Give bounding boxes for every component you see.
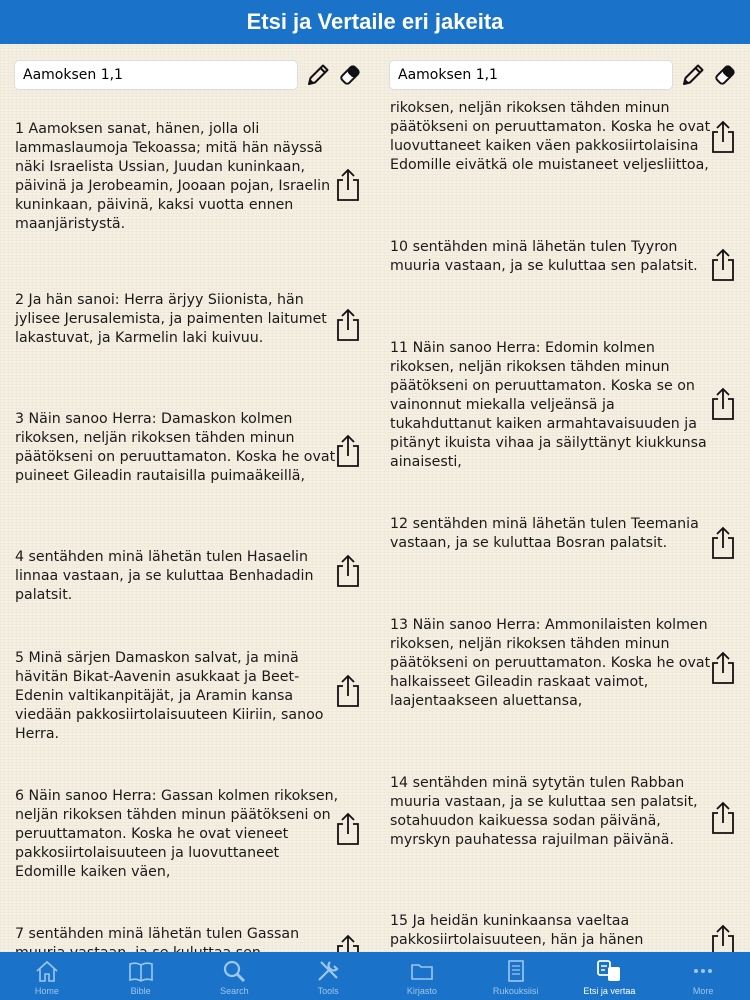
share-button[interactable]	[335, 434, 361, 468]
left-reference-field[interactable]	[14, 60, 298, 90]
share-icon	[710, 651, 736, 685]
verse-text: 15 Ja heidän kuninkaansa vaeltaa pakkosiirtolaisuuteen, hän ja hänen	[390, 913, 644, 948]
share-icon	[335, 554, 361, 588]
verse-text: 14 sentähden minä sytytän tulen Rabban muuria vastaan, ja se kuluttaa sen palatsit, sotahuudon kaikuessa sodan päivänä, myrskyn pauhatessa rajuilman päivänä.	[390, 775, 698, 848]
compare-icon	[596, 958, 622, 984]
share-button[interactable]	[335, 674, 361, 708]
right-verse-list	[375, 100, 750, 952]
tab-rukouksiisi[interactable]	[469, 952, 563, 1000]
share-button[interactable]	[335, 554, 361, 588]
tab-label: Rukouksiisi	[492, 986, 539, 996]
tab-label: Search	[220, 986, 249, 996]
right-edit-button[interactable]	[679, 60, 707, 90]
share-button[interactable]	[710, 120, 736, 154]
share-button[interactable]	[710, 801, 736, 835]
verse-text: 13 Näin sanoo Herra: Ammonilaisten kolmen rikoksen, neljän rikoksen tähden minun päätökseni on peruuttamaton. Koska he ovat halkaisseet Gileadin raskaat vaimot, laajentaakseen aluettansa,	[390, 617, 711, 709]
left-reference-input[interactable]	[23, 67, 289, 83]
verse-text: 2 Ja hän sanoi: Herra ärjyy Siionista, hän jylisee Jerusalemista, ja paimenten laitumet lakastuvat, ja Karmelin laki kuivuu.	[15, 292, 327, 346]
left-erase-button[interactable]	[336, 60, 364, 90]
verse-text: 7 sentähden minä lähetän tulen Gassan	[15, 926, 300, 942]
tab-label: Etsi ja vertaa	[583, 986, 636, 996]
tab-label: Bible	[130, 986, 151, 996]
left-verse-list	[0, 104, 375, 952]
verse-text: 6 Näin sanoo Herra: Gassan kolmen rikoksen, neljän rikoksen tähden minun päätökseni on peruuttamaton. Koska he ovat vieneet pakkosiirtolaisuuteen ja luovuttaneet Edomille kaiken väen,	[15, 788, 339, 880]
right-reference-input[interactable]	[398, 67, 664, 83]
verse-text: 4 sentähden minä lähetän tulen Hasaelin linnaa vastaan, ja se kuluttaa Benhadadin palatsit.	[15, 549, 314, 603]
share-icon	[335, 674, 361, 708]
tab-home[interactable]	[0, 952, 94, 1000]
share-button[interactable]	[710, 526, 736, 560]
book-icon	[128, 958, 154, 984]
tab-etsi-ja-vertaa[interactable]	[563, 952, 657, 1000]
share-icon	[710, 248, 736, 282]
search-icon	[221, 958, 247, 984]
right-column	[375, 44, 750, 952]
share-icon	[335, 812, 361, 846]
left-column	[0, 44, 375, 952]
tab-label: Kirjasto	[406, 986, 437, 996]
verse-text: 11 Näin sanoo Herra: Edomin kolmen rikoksen, neljän rikoksen tähden minun päätökseni on peruuttamaton. Koska se on vainonnut miekalla veljeänsä ja tukahduttanut kaiken armahtavaisuuden ja pitänyt ikuista vihaa ja säilyttänyt kiukkunsa ainaisesti,	[390, 340, 707, 470]
home-icon	[34, 958, 60, 984]
verse-text: 3 Näin sanoo Herra: Damaskon kolmen rikoksen, neljän rikoksen tähden minun päätökseni on peruuttamaton. Koska he ovat puineet Gileadin rautaisilla puimaäkeillä,	[15, 411, 336, 484]
share-button[interactable]	[710, 387, 736, 421]
title-bar	[0, 0, 750, 44]
share-icon	[335, 434, 361, 468]
eraser-icon	[338, 63, 362, 87]
verse-text: 5 Minä särjen Damaskon salvat, ja minä hävitän Bikat-Aavenin asukkaat ja Beet-Edenin valtikanpitäjät, ja Aramin kansa viedään pakkosiirtolaisuuteen Kiiriin, sanoo Herra.	[15, 650, 324, 742]
share-icon	[710, 387, 736, 421]
pencil-icon	[305, 62, 331, 88]
verse-text: 1 Aamoksen sanat, hänen, jolla oli lammaslaumoja Tekoassa; mitä hän näyssä näki Israelista Ussian, Juudan kuninkaan, päivinä ja Jerobeamin, Jooaan pojan, Israelin kuninkaan, päivinä, kaksi vuotta ennen maanjäristystä.	[15, 121, 331, 232]
verse-text: 10 sentähden minä lähetän tulen Tyyron muuria vastaan, ja se kuluttaa sen palatsit.	[390, 239, 698, 274]
tab-tools[interactable]	[281, 952, 375, 1000]
verse-text: rikoksen, neljän rikoksen tähden minun päätökseni on peruuttamaton. Koska he ovat luovuttaneet kaiken väen pakkosiirtolaisina Edomille eivätkä ole muistaneet veljesliittoa,	[390, 100, 711, 173]
share-icon	[335, 308, 361, 342]
right-erase-button[interactable]	[711, 60, 739, 90]
share-icon	[710, 120, 736, 154]
right-reference-field[interactable]	[389, 60, 673, 90]
more-icon	[690, 958, 716, 984]
tab-search[interactable]	[188, 952, 282, 1000]
share-icon	[710, 801, 736, 835]
tab-label: Home	[34, 986, 59, 996]
share-button[interactable]	[710, 248, 736, 282]
share-button[interactable]	[335, 168, 361, 202]
share-button[interactable]	[335, 308, 361, 342]
share-icon	[710, 526, 736, 560]
tab-more[interactable]	[656, 952, 750, 1000]
tab-label: More	[692, 986, 714, 996]
pencil-icon	[680, 62, 706, 88]
tab-bar	[0, 952, 750, 1000]
share-button[interactable]	[710, 651, 736, 685]
tab-bible[interactable]	[94, 952, 188, 1000]
notebook-icon	[503, 958, 529, 984]
tab-kirjasto[interactable]	[375, 952, 469, 1000]
share-icon	[335, 168, 361, 202]
page-title: Etsi ja Vertaile eri jakeita	[246, 9, 504, 34]
verse-text: 12 sentähden minä lähetän tulen Teemania vastaan, ja se kuluttaa Bosran palatsit.	[390, 516, 699, 551]
tab-label: Tools	[317, 986, 339, 996]
folder-icon	[409, 958, 435, 984]
share-button[interactable]	[335, 812, 361, 846]
left-edit-button[interactable]	[304, 60, 332, 90]
tools-icon	[315, 958, 341, 984]
eraser-icon	[713, 63, 737, 87]
